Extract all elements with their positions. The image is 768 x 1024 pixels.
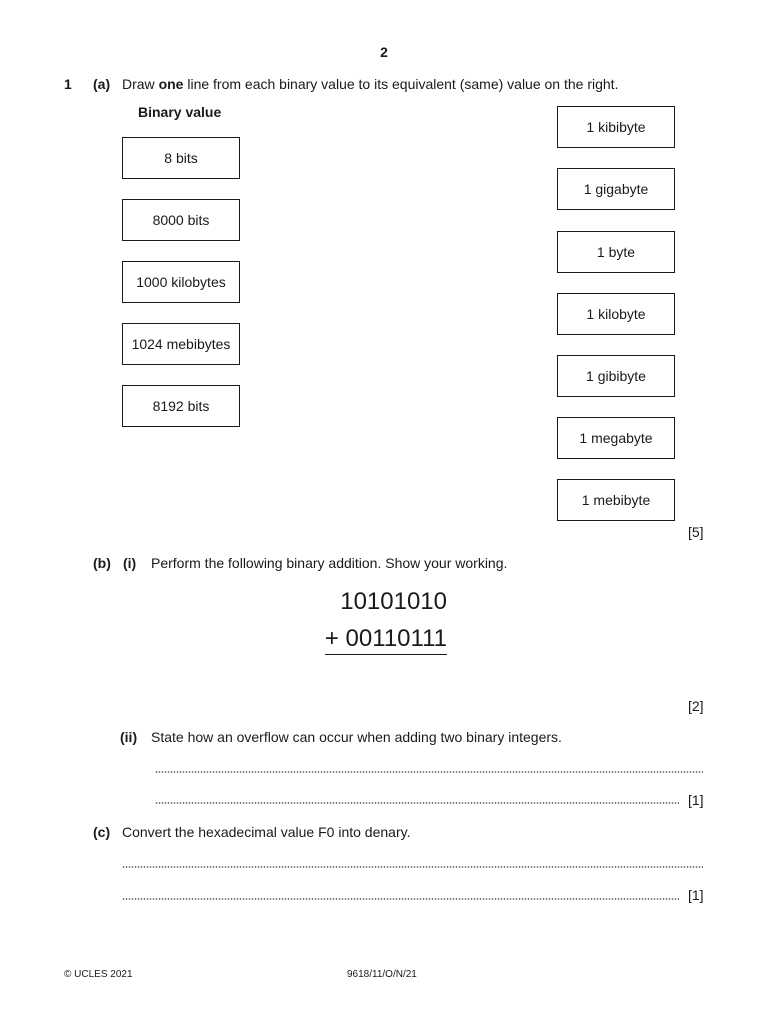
answer-line-c-2[interactable] — [122, 898, 679, 900]
left-box-1024-mebibytes[interactable]: 1024 mebibytes — [122, 323, 240, 365]
right-box-1-gigabyte[interactable]: 1 gigabyte — [557, 168, 675, 210]
part-b-i-instruction: Perform the following binary addition. Show your working. — [151, 555, 508, 571]
part-a-label: (a) — [93, 76, 111, 92]
question-number: 1 — [64, 76, 72, 92]
binary-value-heading: Binary value — [138, 104, 222, 120]
right-box-1-byte[interactable]: 1 byte — [557, 231, 675, 273]
part-c-marks: [1] — [688, 887, 704, 903]
right-box-1-megabyte[interactable]: 1 megabyte — [557, 417, 675, 459]
right-box-1-kilobyte[interactable]: 1 kilobyte — [557, 293, 675, 335]
binary-operand-2-row — [307, 625, 447, 653]
right-box-1-gibibyte[interactable]: 1 gibibyte — [557, 355, 675, 397]
answer-line-c-1[interactable] — [122, 866, 703, 868]
instruction-pre: Draw — [122, 76, 159, 92]
instruction-post: line from each binary value to its equivalent (same) value on the right. — [183, 76, 619, 92]
part-a-instruction — [122, 76, 618, 92]
answer-line-b-ii-2[interactable] — [155, 802, 679, 804]
part-b-ii-instruction: State how an overflow can occur when adding two binary integers. — [151, 729, 562, 745]
footer-paper-code: 9618/11/O/N/21 — [347, 969, 417, 980]
left-box-8-bits[interactable]: 8 bits — [122, 137, 240, 179]
page-number: 2 — [380, 44, 388, 60]
part-a-marks: [5] — [688, 524, 704, 540]
part-b-ii-label: (ii) — [120, 729, 138, 745]
answer-line-b-ii-1[interactable] — [155, 771, 703, 773]
footer-copyright: © UCLES 2021 — [64, 969, 133, 980]
part-b-i-label: (i) — [123, 555, 137, 571]
binary-operand-2: + 00110111 — [325, 625, 447, 655]
instruction-bold: one — [158, 76, 184, 92]
left-box-1000-kilobytes[interactable]: 1000 kilobytes — [122, 261, 240, 303]
binary-operand-1: 10101010 — [340, 588, 447, 615]
right-box-1-kibibyte[interactable]: 1 kibibyte — [557, 106, 675, 148]
part-b-ii-marks: [1] — [688, 792, 704, 808]
left-box-8192-bits[interactable]: 8192 bits — [122, 385, 240, 427]
part-c-instruction: Convert the hexadecimal value F0 into denary. — [122, 824, 411, 840]
left-box-8000-bits[interactable]: 8000 bits — [122, 199, 240, 241]
part-b-label: (b) — [93, 555, 111, 571]
part-c-label: (c) — [93, 824, 111, 840]
right-box-1-mebibyte[interactable]: 1 mebibyte — [557, 479, 675, 521]
part-b-i-marks: [2] — [688, 698, 704, 714]
